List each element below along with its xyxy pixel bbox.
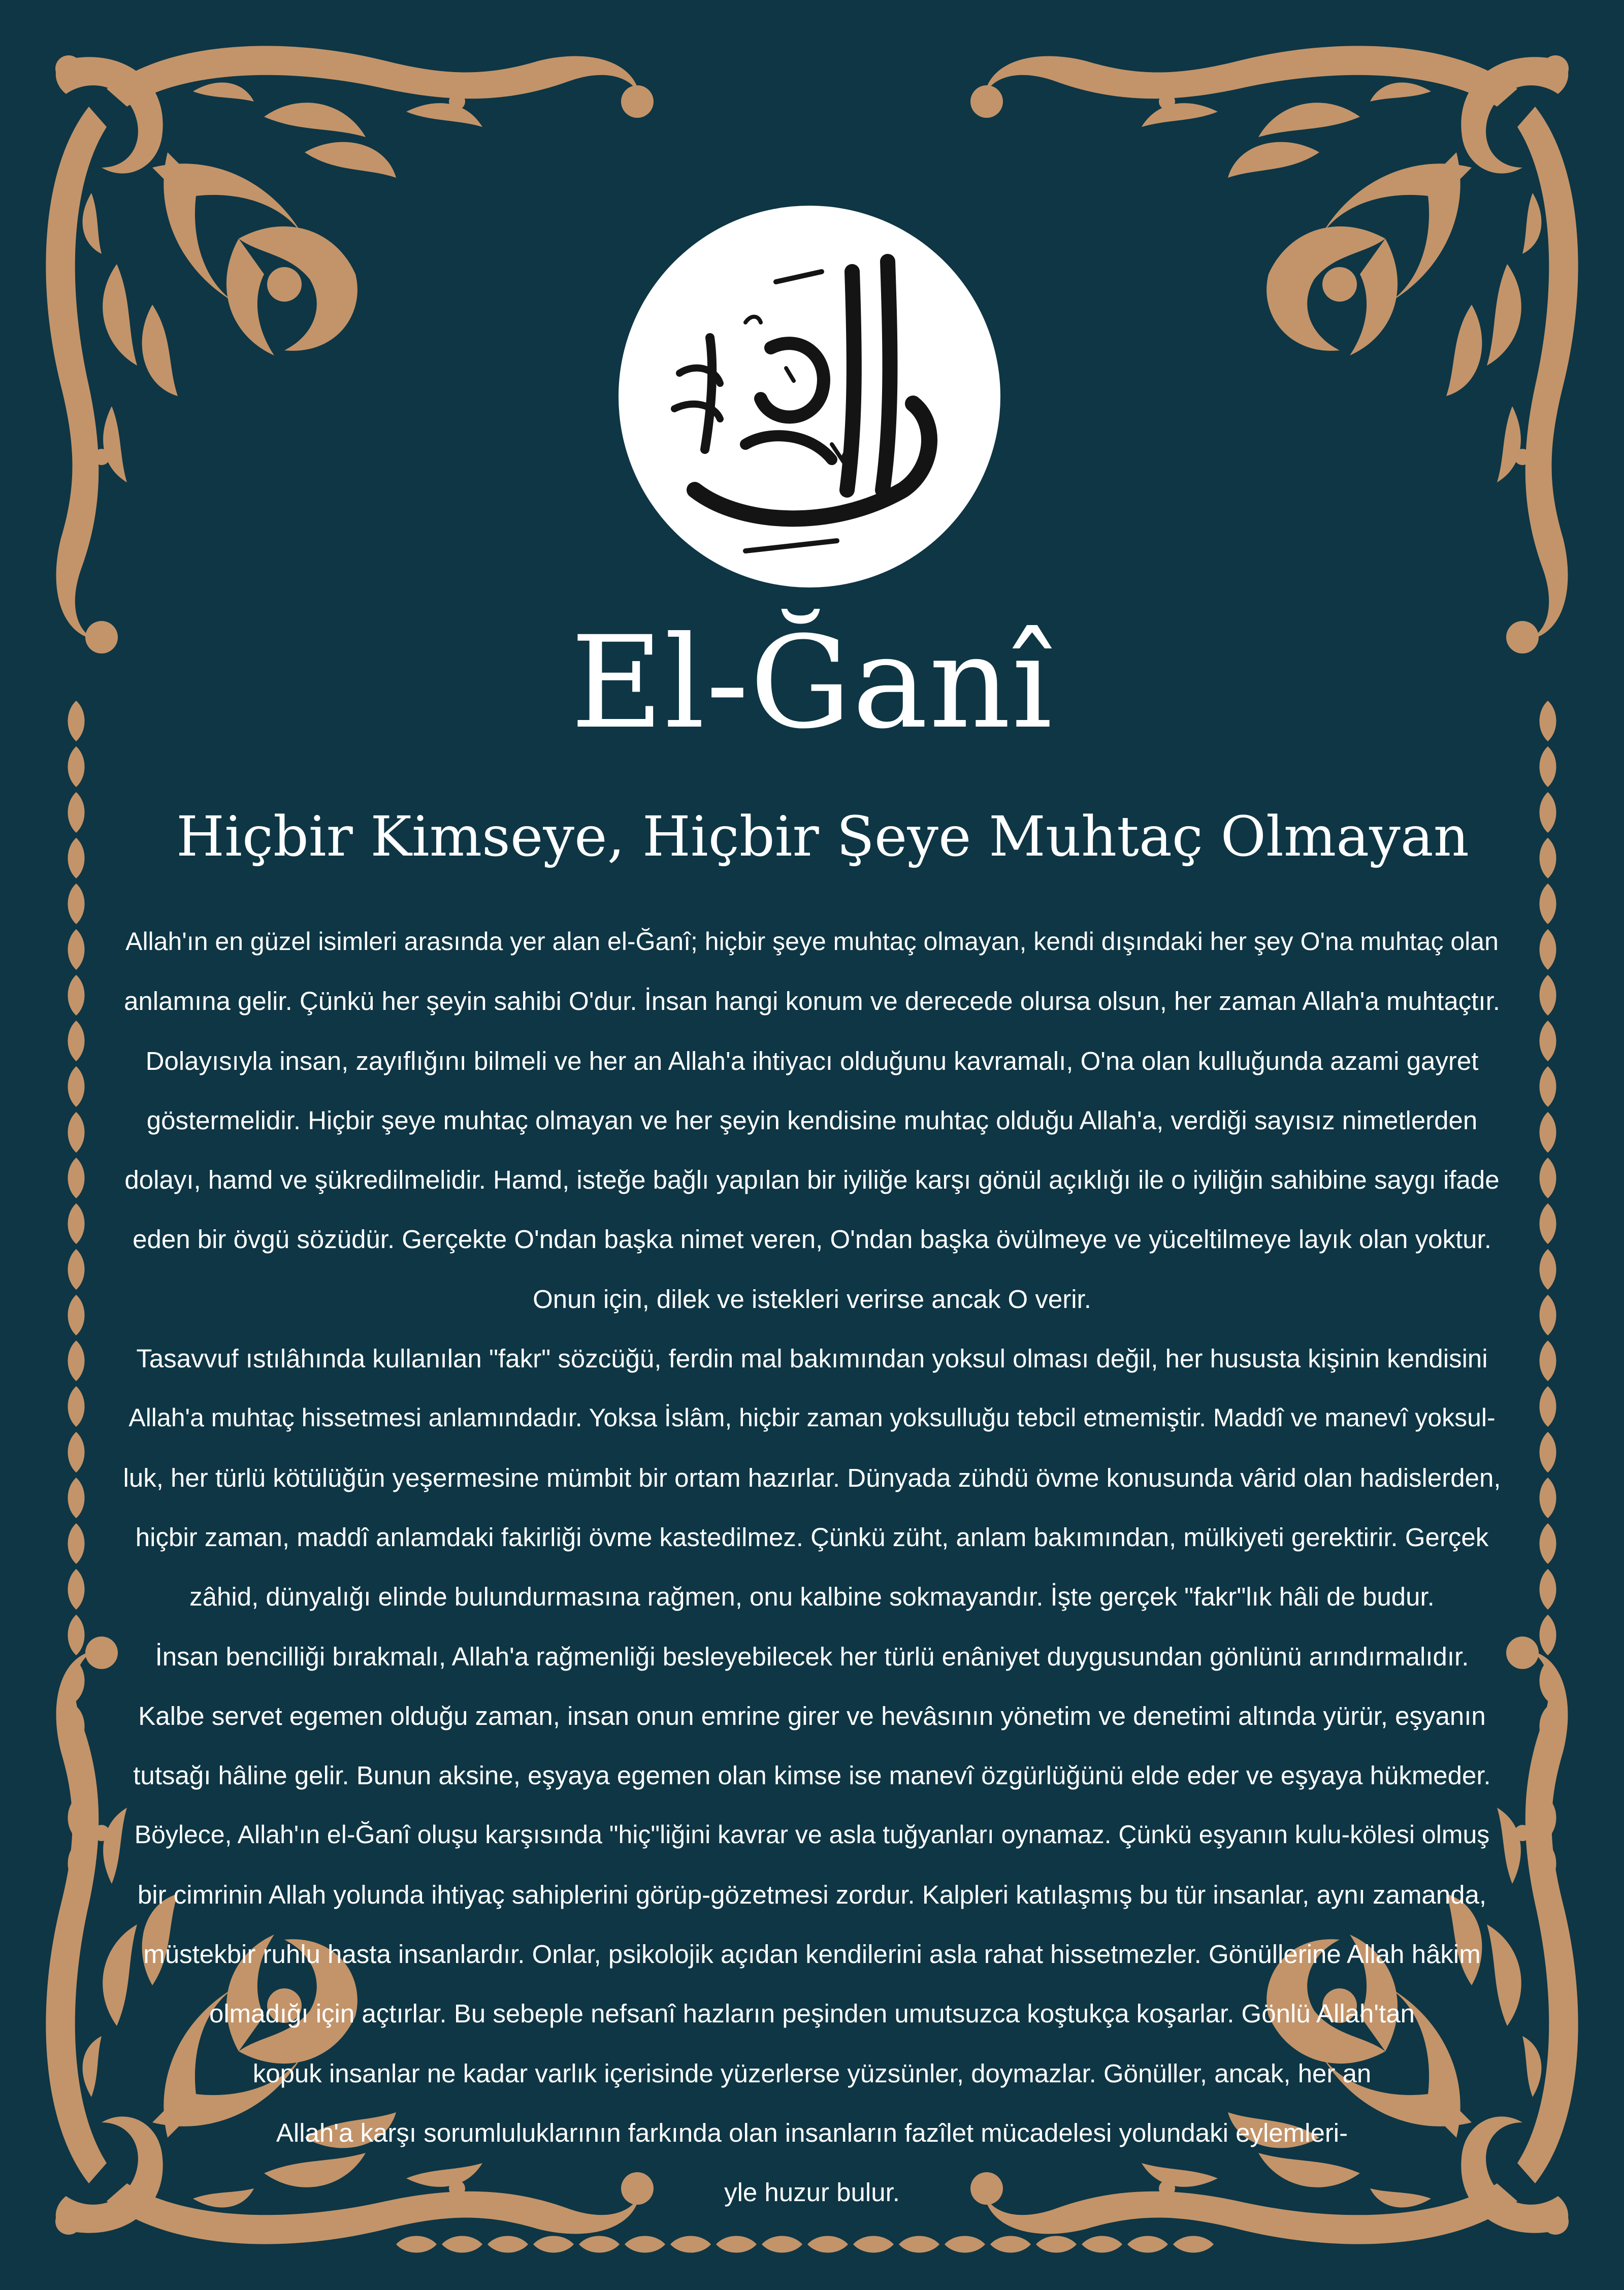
text-line: tutsağı hâline gelir. Bunun aksine, eşyaya egemen olan kimse ise manevî özgürlüğünü elde eder ve eşyaya hükmeder.: [133, 1761, 1491, 1790]
body-text: [122, 912, 1502, 2222]
al-ghani-calligraphy-icon: [619, 206, 1000, 587]
text-line: zâhid, dünyalığı elinde bulundurmasına rağmen, onu kalbine sokmayandır. İşte gerçek "fakr"lık hâli de budur.: [189, 1582, 1435, 1612]
text-line: dolayı, hamd ve şükredilmelidir. Hamd, isteğe bağlı yapılan bir iyiliğe karşı gönül açıklığı ile o iyiliğin sahibine saygı ifade: [124, 1165, 1500, 1195]
text-line: kopuk insanlar ne kadar varlık içerisinde yüzerlerse yüzsünler, doymazlar. Gönüller, ancak, her an: [252, 2058, 1372, 2088]
text-line: Allah'a muhtaç hissetmesi anlamındadır. Yoksa İslâm, hiçbir zaman yoksulluğu tebcil etmemiştir. Maddî ve manevî yoksul-: [128, 1403, 1496, 1432]
text-line: luk, her türlü kötülüğün yeşermesine mümbit bir ortam hazırlar. Dünyada zühdü övme konusunda vârid olan hadislerden,: [123, 1463, 1501, 1492]
calligraphy-medallion: [619, 206, 1000, 587]
page-title: El-Ğanî: [570, 609, 1054, 757]
text-line: Dolayısıyla insan, zayıflığını bilmeli ve her an Allah'a ihtiyacı olduğunu kavramalı, O'na olan kulluğunda azami gayret: [145, 1046, 1479, 1075]
text-line: bir cimrinin Allah yolunda ihtiyaç sahiplerini görüp-gözetmesi zordur. Kalpleri katılaşmış bu tür insanlar, aynı zamanda,: [137, 1880, 1487, 1909]
text-line: yle huzur bulur.: [724, 2178, 900, 2207]
text-line: İnsan bencilliği bırakmalı, Allah'a rağmenliği besleyebilecek her türlü enâniyet duygusundan gönlünü arındırmalıdır.: [155, 1642, 1469, 1671]
text-line: anlamına gelir. Çünkü her şeyin sahibi O'dur. İnsan hangi konum ve derecede olursa olsun, her zaman Allah'a muhtaçtır.: [124, 987, 1500, 1016]
text-line: Onun için, dilek ve istekleri verirse ancak O verir.: [533, 1284, 1091, 1314]
text-line: Tasavvuf ıstılâhında kullanılan "fakr" sözcüğü, ferdin mal bakımından yoksul olması değil, her hususta kişinin kendisini: [136, 1344, 1488, 1373]
text-line: hiçbir zaman, maddî anlamdaki fakirliği övme kastedilmez. Çünkü züht, anlam bakımından, mülkiyeti gerektirir. Gerçek: [135, 1522, 1489, 1552]
text-line: Allah'a karşı sorumluluklarının farkında olan insanların fazîlet mücadelesi yolundaki eylemleri-: [276, 2118, 1348, 2147]
text-line: olmadığı için açtırlar. Bu sebeple nefsanî hazların peşinden umutsuzca koştukça koşarlar. Gönlü Allah'tan: [209, 1999, 1415, 2029]
text-line: Kalbe servet egemen olduğu zaman, insan onun emrine girer ve hevâsının yönetim ve denetimi altında yürür, eşyanın: [138, 1701, 1486, 1730]
text-line: müstekbir ruhlu hasta insanlardır. Onlar, psikolojik açıdan kendilerini asla rahat hissetmezler. Gönüllerine Allah hâkim: [143, 1940, 1481, 1969]
text-line: göstermelidir. Hiçbir şeye muhtaç olmayan ve her şeyin kendisine muhtaç olduğu Allah'a, verdiği sayısız nimetlerden: [146, 1105, 1478, 1135]
text-line: eden bir övgü sözüdür. Gerçekte O'ndan başka nimet veren, O'ndan başka övülmeye ve yüceltilmeye layık olan yoktur.: [133, 1225, 1491, 1254]
page-subtitle: Hiçbir Kimseye, Hiçbir Şeye Muhtaç Olmayan: [176, 804, 1469, 869]
text-line: Böylece, Allah'ın el-Ğanî oluşu karşısında "hiç"liğini kavrar ve asla tuğyanları oynamaz. Çünkü eşyanın kulu-kölesi olmuş: [134, 1820, 1490, 1849]
text-line: Allah'ın en güzel isimleri arasında yer alan el-Ğanî; hiçbir şeye muhtaç olmayan, kendi dışındaki her şey O'na muhtaç olan: [125, 927, 1499, 956]
